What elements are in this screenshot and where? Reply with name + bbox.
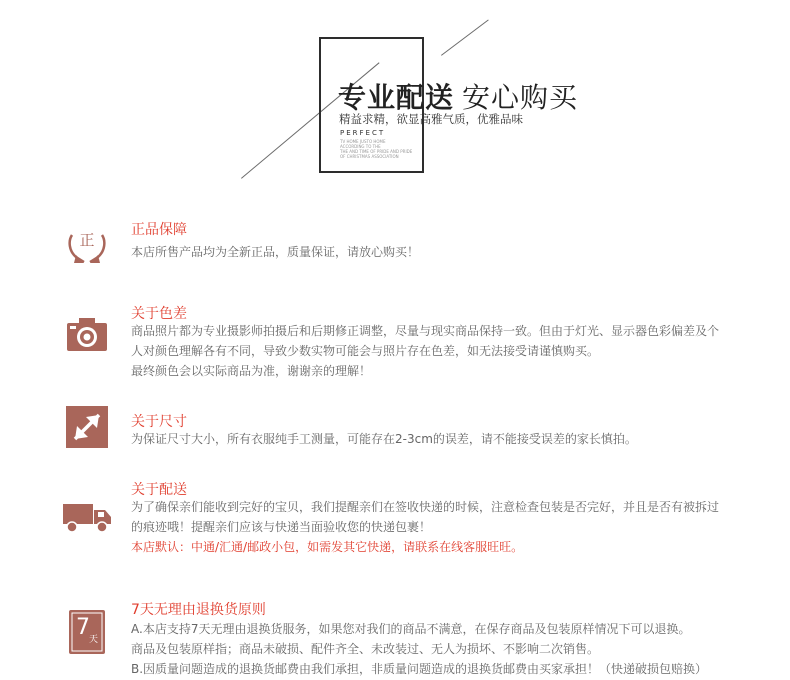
delivery-truck-icon xyxy=(63,500,113,534)
default-courier-note: 本店默认：中通/汇通/邮政小包，如需发其它快递，请联系在线客服旺旺。 xyxy=(131,540,524,554)
decorative-line-right xyxy=(441,19,489,55)
section-text-color xyxy=(131,321,751,381)
text-line: 为保证尺寸大小，所有衣服纯手工测量，可能存在2-3cm的误差，请不能接受误差的家长慎拍。 xyxy=(131,432,637,446)
text-line: 的痕迹哦！提醒亲们应该与快递当面验收您的快递包裹！ xyxy=(131,520,432,534)
title-bold: 专业配送 xyxy=(338,81,455,114)
title-light: 安心购买 xyxy=(462,81,579,114)
small-line: ACCORDING TO THE xyxy=(340,144,381,149)
calendar-number: 7 xyxy=(76,615,90,640)
resize-arrow-icon xyxy=(66,406,108,448)
small-english-text xyxy=(340,139,430,159)
section-title-color: 关于色差 xyxy=(131,306,187,322)
section-text-return xyxy=(131,619,751,679)
genuine-hands-icon xyxy=(66,225,108,267)
text-line: 最终颜色会以实际商品为准，谢谢亲的理解！ xyxy=(131,364,372,378)
calendar-7-days-icon xyxy=(69,610,105,654)
svg-text:正: 正 xyxy=(79,231,95,249)
small-line: THE AND TIME OF PRIDE AND PRIDE xyxy=(340,149,413,154)
text-line: 商品照片都为专业摄影师拍摄后和后期修正调整，尽量与现实商品保持一致。但由于灯光、显示器色彩偏差及个 xyxy=(131,324,720,338)
section-text-delivery xyxy=(131,497,751,557)
calendar-unit: 天 xyxy=(89,635,99,645)
text-line: 本店所售产品均为全新正品，质量保证，请放心购买！ xyxy=(131,245,420,259)
text-line: A.本店支持7天无理由退换货服务，如果您对我们的商品不满意，在保存商品及包装原样情况下可以退换。 xyxy=(131,622,691,636)
small-line: OF CHRISTMAS ASSOCIATION xyxy=(340,154,399,159)
section-title-return: 7天无理由退换货原则 xyxy=(131,602,266,618)
text-line: 人对颜色理解各有不同，导致少数实物可能会与照片存在色差，如无法接受请谨慎购买。 xyxy=(131,344,600,358)
perfect-label: PERFECT xyxy=(340,129,386,137)
text-line: 为了确保亲们能收到完好的宝贝，我们提醒亲们在签收快递的时候，注意检查包装是否完好，并且是否有被拆过 xyxy=(131,500,720,514)
section-title-delivery: 关于配送 xyxy=(131,482,187,498)
camera-icon xyxy=(66,315,108,357)
page-title xyxy=(338,76,578,116)
text-line: 商品及包装原样指；商品未破损、配件齐全、未改装过、无人为损坏、不影响二次销售。 xyxy=(131,642,600,656)
tagline: 精益求精，欲显高雅气质，优雅品味 xyxy=(339,112,523,126)
small-line: TV HOME JUSTO HOME xyxy=(340,139,386,144)
text-line: B.因质量问题造成的退换货邮费由我们承担，非质量问题造成的退换货邮费由买家承担！（快递破损包赔换） xyxy=(131,662,708,676)
section-title-size: 关于尺寸 xyxy=(131,414,187,430)
section-text-size xyxy=(131,429,751,449)
section-text-genuine xyxy=(131,242,751,262)
section-title-genuine: 正品保障 xyxy=(131,222,187,238)
